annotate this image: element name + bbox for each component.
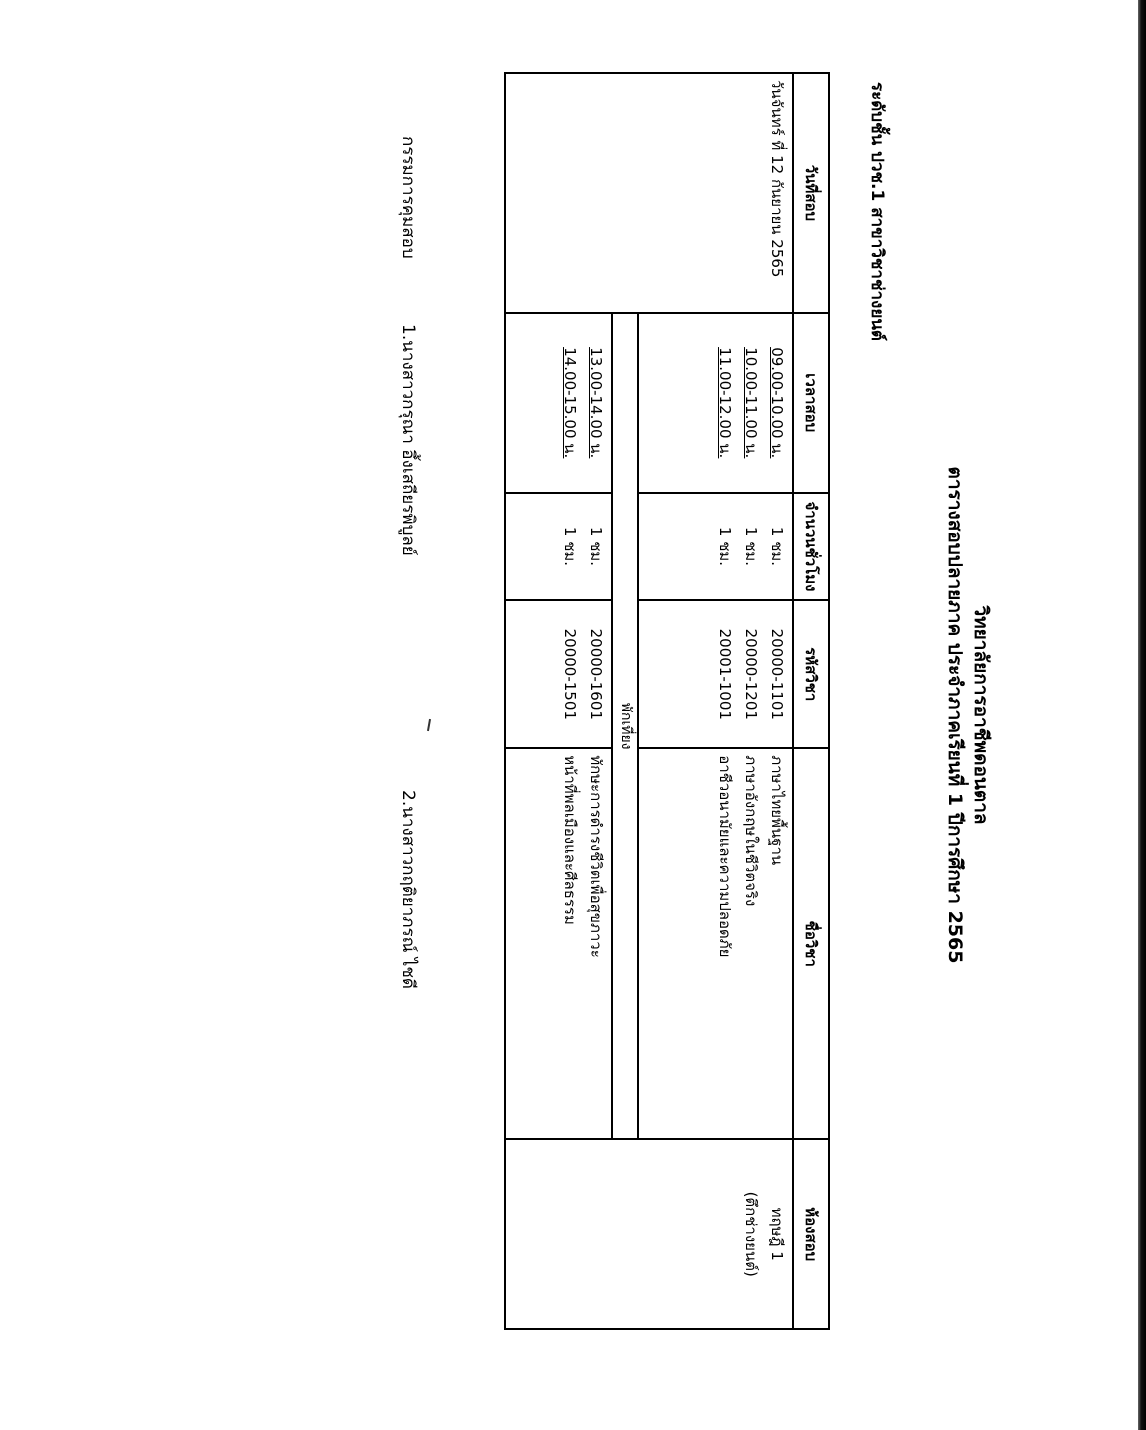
time-slot-5: 14.00-15.00 น. (561, 347, 580, 459)
time-slot-2: 10.00-11.00 น. (742, 347, 760, 459)
committee-label: กรรมการคุมสอบ (398, 136, 418, 259)
header-hours: จำนวนชั่วโมง (793, 493, 829, 601)
subject-slot-4: ทักษะการดำรงชีวิตเพื่อสุขภาวะ (587, 755, 606, 958)
header-code: รหัสวิชา (793, 600, 829, 748)
afternoon-times-cell (505, 313, 612, 493)
hours-slot-5: 1 ชม. (561, 526, 580, 567)
morning-hours-cell (638, 493, 793, 601)
time-slot-3: 11.00-12.00 น. (716, 347, 734, 459)
morning-names-cell (638, 748, 793, 1139)
code-slot-1: 20000-1101 (768, 628, 786, 720)
committee-member-1: 1.นางสาวกรุณา อึ้งเสถียรพิบูลย์ (398, 324, 418, 556)
subject-slot-1: ภาษาไทยพื้นฐาน (768, 755, 786, 866)
table-header-row (793, 73, 829, 1329)
header-date: วันที่สอบ (793, 73, 829, 313)
exam-room-cell (505, 1139, 793, 1329)
scan-dark-edge (1138, 0, 1146, 1430)
afternoon-codes-cell (505, 600, 612, 748)
exam-date: วันจันทร์ ที่ 12 กันยายน 2565 (768, 80, 786, 278)
morning-times-cell (638, 313, 793, 493)
code-slot-3: 20001-1001 (716, 628, 734, 720)
subject-slot-3: อาชีวอนามัยและความปลอดภัย (716, 755, 734, 958)
college-name: วิทยาลัยการอาชีพดอนตาล (970, 605, 992, 825)
class-level-line: ระดับชั้น ปวช.1 สาขาวิชาช่างยนต์ (867, 82, 887, 341)
schedule-title: ตารางสอบปลายภาค ประจำภาคเรียนที่ 1 ปีการศึกษา 2565 (944, 466, 966, 964)
hours-slot-4: 1 ชม. (587, 526, 606, 567)
code-slot-4: 20000-1601 (587, 628, 606, 720)
table-row-morning (638, 73, 793, 1329)
room-building: (ตึกช่างยนต์) (742, 1191, 760, 1277)
exam-date-cell (505, 73, 793, 313)
exam-schedule-table (504, 72, 830, 1330)
afternoon-names-cell (505, 748, 612, 1139)
morning-codes-cell (638, 600, 793, 748)
subject-slot-2: ภาษาอังกฤษในชีวิตจริง (742, 755, 760, 907)
committee-member-2: 2.นางสาวกฤติยาภรณ์ ไชดี (398, 790, 418, 989)
afternoon-hours-cell (505, 493, 612, 601)
room-name: ทฤษฎี 1 (768, 1207, 786, 1261)
hours-slot-1: 1 ชม. (768, 526, 786, 567)
header-room: ห้องสอบ (793, 1139, 829, 1329)
code-slot-5: 20000-1501 (561, 628, 580, 720)
header-name: ชื่อวิชา (793, 748, 829, 1139)
subject-slot-5: หน้าที่พลเมืองและศีลธรรม (561, 755, 580, 925)
code-slot-2: 20000-1201 (742, 628, 760, 720)
lunch-break-label: พักเที่ยง (612, 313, 638, 1140)
time-slot-4: 13.00-14.00 น. (587, 347, 606, 459)
header-time: เวลาสอบ (793, 313, 829, 493)
hours-slot-2: 1 ชม. (742, 526, 760, 567)
time-slot-1: 09.00-10.00 น. (768, 347, 786, 459)
hours-slot-3: 1 ชม. (716, 526, 734, 567)
